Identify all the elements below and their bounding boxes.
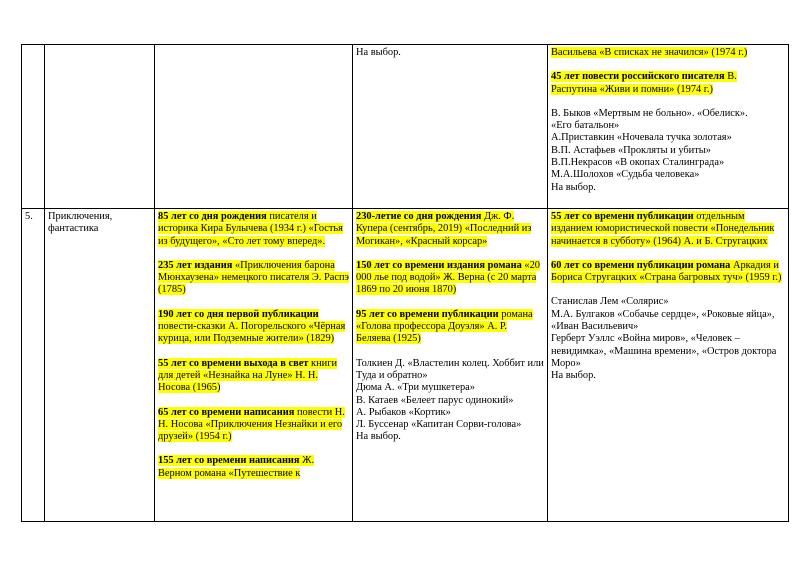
list-item: Дюма А. «Три мушкетера»: [356, 382, 475, 394]
anniversary-heading: 65 лет со времени написания: [158, 406, 295, 418]
list-item: М.А. Булгаков «Собачье сердце», «Роковые яйца», «Иван Васильевич»: [551, 308, 775, 333]
table-row: [22, 45, 789, 209]
literature-table: [21, 44, 789, 522]
list-item: На выбор.: [551, 370, 596, 382]
cell-anniversaries: [155, 209, 353, 522]
cell-books: [353, 209, 548, 522]
anniversary-heading: 85 лет со дня рождения: [158, 211, 267, 222]
anniversary-text: книги для детей «Незнайка на Луне» Н. Н. Носова (1965): [158, 357, 338, 394]
anniversary-heading: 55 лет со времени публикации: [551, 211, 694, 222]
list-item: А.Приставкин «Ночевала тучка золотая»: [551, 132, 732, 144]
list-item: В.П.Некрасов «В окопах Сталинграда»: [551, 157, 725, 169]
anniversary-heading: 55 лет со времени выхода в свет: [158, 357, 309, 369]
list-item: Герберт Уэллс «Война миров», «Человек – невидимка», «Машина времени», «Остров доктора Моро»: [551, 333, 777, 369]
text-line: На выбор.: [356, 47, 401, 58]
list-item: Станислав Лем «Солярис»: [551, 296, 669, 308]
row-number: 5.: [25, 211, 33, 222]
anniversary-heading: 230-летие со дня рождения: [356, 211, 482, 222]
list-item: В. Быков «Мертвым не больно». «Обелиск».: [551, 107, 748, 119]
anniversary-text: отдельным изданием юмористической повести «Понедельник начинается в субботу» (1964) А. и Б. Стругацких: [551, 211, 775, 247]
cell-anniversaries: [155, 45, 353, 209]
anniversary-text: «20 000 лье под водой» Ж. Верна (с 20 марта 1869 по 20 июня 1870): [356, 259, 540, 296]
anniversary-text: «Приключения барона Мюнхаузена» немецкого писателя Э. Распэ (1785): [158, 259, 350, 296]
list-item: М.А.Шолохов «Судьба человека»: [551, 169, 700, 181]
anniversary-text: Дж. Ф. Купера (сентябрь, 2019) «Последний из Могикан», «Красный корсар»: [356, 211, 532, 247]
anniversary-text: повести Н. Н. Носова «Приключения Незнайки и его друзей» (1954 г.): [158, 406, 345, 443]
cell-recommendations: [548, 209, 789, 522]
highlighted-text: Васильева «В списках не значился» (1974 г.): [551, 47, 748, 58]
cell-genre: [45, 45, 155, 209]
anniversary-heading: 155 лет со времени написания: [158, 455, 300, 467]
cell-books: [353, 45, 548, 209]
genre-label: Приключения, фантастика: [48, 211, 113, 235]
list-item: На выбор.: [551, 181, 596, 193]
cell-genre: [45, 209, 155, 522]
list-item: Л. Буссенар «Капитан Сорви-голова»: [356, 419, 522, 431]
anniversary-heading: 190 лет со дня первой публикации: [158, 308, 319, 320]
anniversary-heading: 150 лет со времени издания романа: [356, 259, 522, 271]
cell-number: [22, 209, 45, 522]
cell-number: [22, 45, 45, 209]
cell-recommendations: [548, 45, 789, 209]
anniversary-heading: 235 лет издания: [158, 259, 233, 271]
anniversary-heading: 45 лет повести российского писателя: [551, 71, 725, 83]
list-item: А. Рыбаков «Кортик»: [356, 406, 451, 418]
anniversary-text: В. Распутина «Живи и помни» (1974 г.): [551, 71, 737, 95]
list-item: На выбор.: [356, 431, 401, 443]
list-item: Толкиен Д. «Властелин колец. Хоббит или Туда и обратно»: [356, 357, 544, 381]
anniversary-text: Ж. Верном романа «Путешествие к: [158, 455, 315, 479]
anniversary-text: повести-сказки А. Погорельского «Чёрная курица, или Подземные жители» (1829): [158, 321, 346, 345]
anniversary-text: писателя и историка Кира Булычева (1934 г.) «Гостья из будущего», «Сто лет тому вперед».: [158, 211, 343, 247]
list-item: В.П. Астафьев «Прокляты и убиты»: [551, 144, 711, 156]
list-item: В. Катаев «Белеет парус одинокий»: [356, 394, 514, 406]
table-row: [22, 209, 789, 522]
anniversary-text: Аркадия и Бориса Стругацких «Страна багровых туч» (1959 г.): [551, 259, 782, 284]
anniversary-heading: 60 лет со времени публикации романа: [551, 259, 731, 271]
anniversary-text: романа «Голова профессора Доуэля» А. Р. Беляева (1925): [356, 308, 533, 345]
list-item: «Его батальон»: [551, 120, 620, 132]
anniversary-heading: 95 лет со времени публикации: [356, 308, 499, 320]
